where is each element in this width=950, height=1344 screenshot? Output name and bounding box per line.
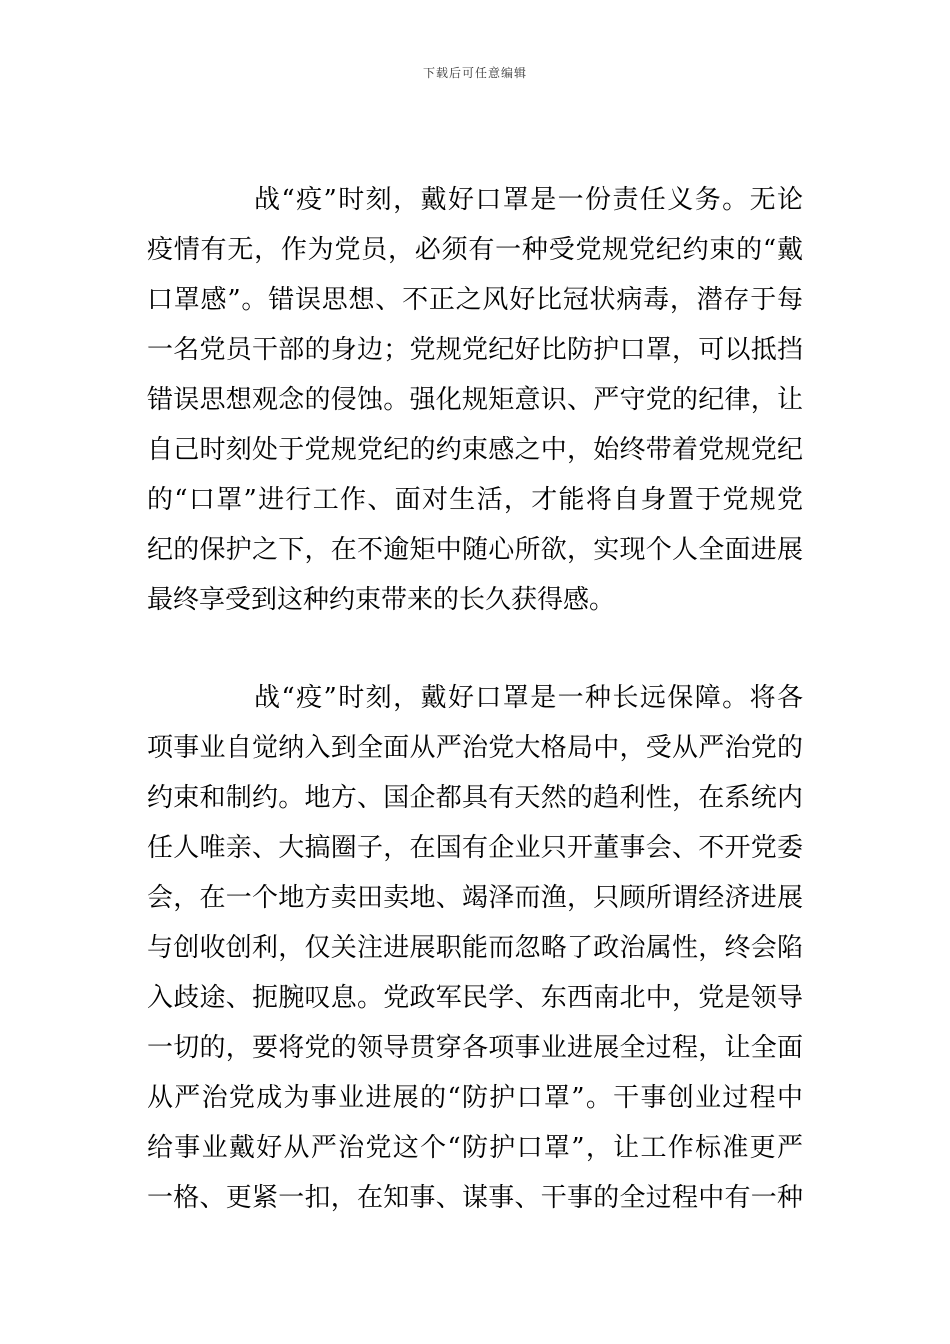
paragraph-2 — [147, 673, 803, 1223]
paragraph-line: 自己时刻处于党规党纪的约束感之中，始终带着党规党纪 — [147, 435, 803, 465]
paragraph-line: 给事业戴好从严治党这个“防护口罩”，让工作标准更严 — [147, 1133, 803, 1163]
paragraph-line: 战“疫”时刻，戴好口罩是一份责任义务。无论 — [254, 185, 803, 215]
paragraph-1 — [147, 175, 803, 625]
paragraph-line: 错误思想观念的侵蚀。强化规矩意识、严守党的纪律，让 — [147, 385, 803, 415]
paragraph-line: 口罩感”。错误思想、不正之风好比冠状病毒，潜存于每 — [147, 285, 803, 315]
paragraph-line: 纪的保护之下，在不逾矩中随心所欲，实现个人全面进展 — [147, 535, 803, 565]
paragraph-line: 一格、更紧一扣，在知事、谋事、干事的全过程中有一种 — [147, 1183, 803, 1213]
paragraph-line: 一名党员干部的身边；党规党纪好比防护口罩，可以抵挡 — [147, 335, 803, 365]
paragraph-line: 最终享受到这种约束带来的长久获得感。 — [147, 585, 616, 615]
paragraph-line: 会，在一个地方卖田卖地、竭泽而渔，只顾所谓经济进展 — [147, 883, 803, 913]
paragraph-line: 项事业自觉纳入到全面从严治党大格局中，受从严治党的 — [147, 733, 803, 763]
paragraph-line: 与创收创利，仅关注进展职能而忽略了政治属性，终会陷 — [147, 933, 803, 963]
paragraph-line: 任人唯亲、大搞圈子，在国有企业只开董事会、不开党委 — [147, 833, 803, 863]
paragraph-line: 一切的，要将党的领导贯穿各项事业进展全过程，让全面 — [147, 1033, 803, 1063]
header-note: 下载后可任意编辑 — [422, 66, 527, 80]
paragraph-line: 疫情有无，作为党员，必须有一种受党规党纪约束的“戴 — [147, 235, 803, 265]
paragraph-line: 战“疫”时刻，戴好口罩是一种长远保障。将各 — [254, 683, 803, 713]
paragraph-line: 入歧途、扼腕叹息。党政军民学、东西南北中，党是领导 — [147, 983, 803, 1013]
paragraph-line: 约束和制约。地方、国企都具有天然的趋利性，在系统内 — [147, 783, 803, 813]
paragraph-line: 从严治党成为事业进展的“防护口罩”。干事创业过程中 — [147, 1083, 803, 1113]
paragraph-line: 的“口罩”进行工作、面对生活，才能将自身置于党规党 — [147, 485, 803, 515]
